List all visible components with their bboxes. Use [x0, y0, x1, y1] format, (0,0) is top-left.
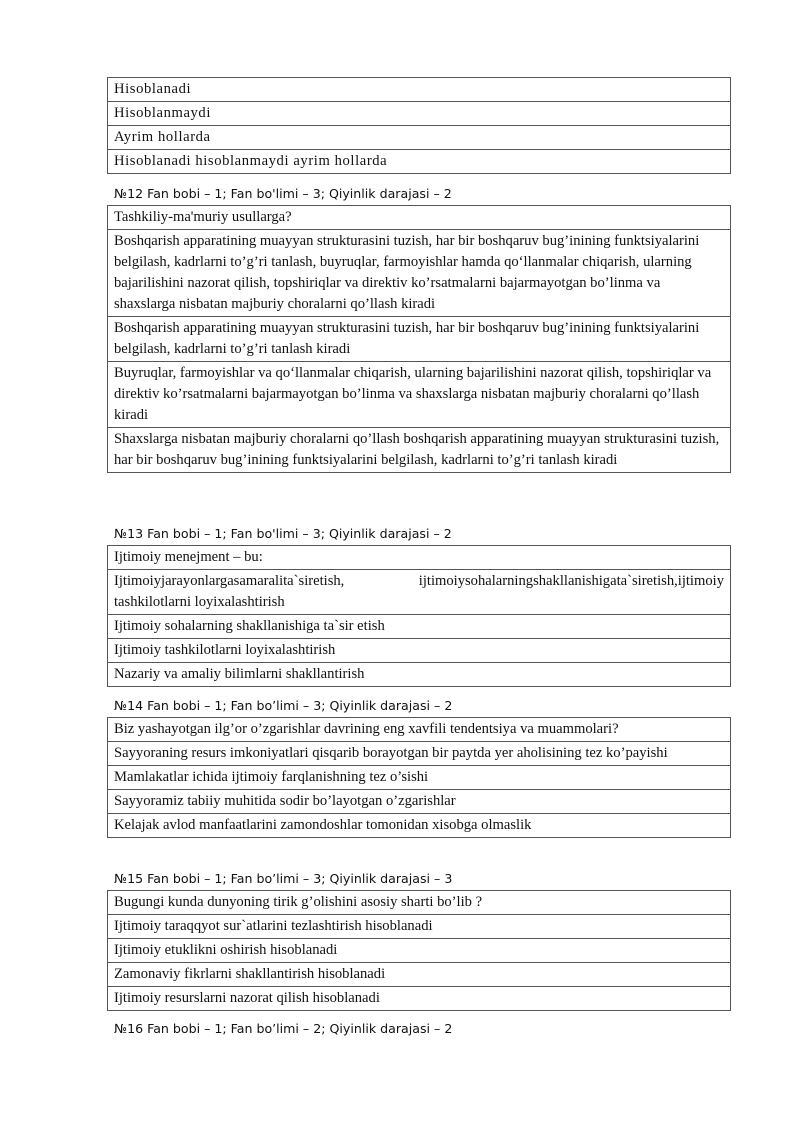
question-heading-15: №15 Fan bobi – 1; Fan bo’limi – 3; Qiyinlik darajasi – 3 [114, 871, 453, 886]
question-text: Bugungi kunda dunyoning tirik g’olishini asosiy sharti bo’lib ? [108, 891, 731, 915]
table-row [108, 78, 731, 102]
question-table-15 [107, 890, 731, 1011]
table-row [108, 546, 731, 570]
answer-option: Ayrim hollarda [108, 126, 731, 150]
table-row [108, 317, 731, 362]
answer-option: Hisoblanadi [108, 78, 731, 102]
answer-option: Ijtimoiy resurslarni nazorat qilish hisoblanadi [108, 987, 731, 1011]
table-row [108, 987, 731, 1011]
table-row [108, 230, 731, 317]
table-row [108, 963, 731, 987]
table-row [108, 126, 731, 150]
table-row [108, 663, 731, 687]
question-table-13 [107, 545, 731, 687]
answer-option: Nazariy va amaliy bilimlarni shakllantirish [108, 663, 731, 687]
answer-option: Buyruqlar, farmoyishlar va qo‘llanmalar chiqarish, ularning bajarilishini nazorat qilish, topshiriqlar va direktiv ko’rsatmalarni bajarmayotgan bo’linma va shaxslarga nisbatan majburiy choralarni qo’llash kiradi [108, 362, 731, 428]
table-row [108, 742, 731, 766]
table-row [108, 915, 731, 939]
table-row [108, 790, 731, 814]
table-row [108, 570, 731, 615]
table-row [108, 891, 731, 915]
answers-table-previous [107, 77, 731, 174]
table-row [108, 206, 731, 230]
question-heading-13: №13 Fan bobi – 1; Fan bo'limi – 3; Qiyinlik darajasi – 2 [114, 526, 452, 541]
answer-option: Ijtimoiy tashkilotlarni loyixalashtirish [108, 639, 731, 663]
question-heading-12: №12 Fan bobi – 1; Fan bo'limi – 3; Qiyinlik darajasi – 2 [114, 186, 452, 201]
table-row [108, 766, 731, 790]
table-row [108, 428, 731, 473]
answer-option: Sayyoraning resurs imkoniyatlari qisqarib borayotgan bir paytda yer aholisining tez ko’payishi [108, 742, 731, 766]
table-row [108, 718, 731, 742]
answer-option: Ijtimoiyjarayonlargasamaralita`siretish, ijtimoiysohalarningshakllanishigata`siretish,ijtimoiy tashkilotlarni loyixalashtirish [108, 570, 731, 615]
answer-option: Shaxslarga nisbatan majburiy choralarni qo’llash boshqarish apparatining muayyan strukturasini tuzish, har bir boshqaruv bug’inining funktsiyalarini belgilash, kadrlarni to’g’ri tanlash kiradi [108, 428, 731, 473]
answer-option: Boshqarish apparatining muayyan strukturasini tuzish, har bir boshqaruv bug’inining funktsiyalarini belgilash, kadrlarni to’g’ri tanlash kiradi [108, 317, 731, 362]
table-row [108, 150, 731, 174]
table-row [108, 814, 731, 838]
question-heading-14: №14 Fan bobi – 1; Fan bo’limi – 3; Qiyinlik darajasi – 2 [114, 698, 453, 713]
question-table-12 [107, 205, 731, 473]
answer-option: Mamlakatlar ichida ijtimoiy farqlanishning tez o’sishi [108, 766, 731, 790]
question-table-14 [107, 717, 731, 838]
question-text: Tashkiliy-ma'muriy usullarga? [108, 206, 731, 230]
answer-option: Zamonaviy fikrlarni shakllantirish hisoblanadi [108, 963, 731, 987]
answer-option: Boshqarish apparatining muayyan strukturasini tuzish, har bir boshqaruv bug’inining funktsiyalarini belgilash, kadrlarni to’g’ri tanlash, buyruqlar, farmoyishlar hamda qo‘llanmalar chiqarish, ularning bajarilishini nazorat qilish, topshiriqlar va direktiv ko’rsatmalarni bajarmayotgan bo’linma va shaxslarga nisbatan majburiy choralarni qo’llash kiradi [108, 230, 731, 317]
answer-option: Ijtimoiy sohalarning shakllanishiga ta`sir etish [108, 615, 731, 639]
table-row [108, 102, 731, 126]
question-text: Ijtimoiy menejment – bu: [108, 546, 731, 570]
table-row [108, 639, 731, 663]
table-row [108, 362, 731, 428]
answer-option: Hisoblanmaydi [108, 102, 731, 126]
answer-option: Ijtimoiy etuklikni oshirish hisoblanadi [108, 939, 731, 963]
table-row [108, 615, 731, 639]
answer-option: Kelajak avlod manfaatlarini zamondoshlar tomonidan xisobga olmaslik [108, 814, 731, 838]
question-text: Biz yashayotgan ilg’or o’zgarishlar davrining eng xavfili tendentsiya va muammolari? [108, 718, 731, 742]
answer-option: Hisoblanadi hisoblanmaydi ayrim hollarda [108, 150, 731, 174]
answer-option: Sayyoramiz tabiiy muhitida sodir bo’layotgan o’zgarishlar [108, 790, 731, 814]
table-row [108, 939, 731, 963]
question-heading-16: №16 Fan bobi – 1; Fan bo’limi – 2; Qiyinlik darajasi – 2 [114, 1021, 453, 1036]
answer-option: Ijtimoiy taraqqyot sur`atlarini tezlashtirish hisoblanadi [108, 915, 731, 939]
